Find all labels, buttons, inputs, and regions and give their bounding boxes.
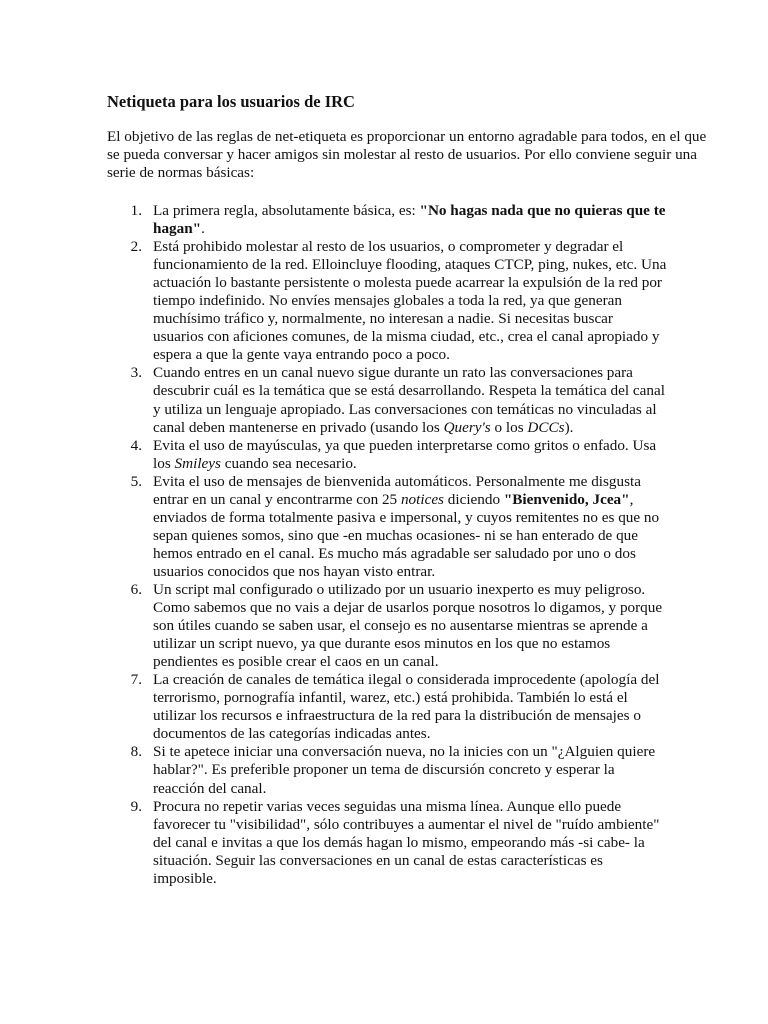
rule-emphasis-italic: DCCs (527, 418, 565, 436)
rule-emphasis-bold: "No hagas nada que no quieras que te hagan" (153, 202, 666, 238)
rule-item (107, 437, 667, 473)
rule-text (153, 202, 666, 237)
rule-text (153, 671, 659, 742)
rule-text (153, 437, 656, 472)
rule-text-segment: Un script mal configurado o utilizado por un usuario inexperto es muy peligroso. Como sabemos que no vais a dejar de usarlos porque nosotros lo digamos, y porque son útiles cuando se saben usar, el consejo es no ausentarse mientras se aprende a utilizar un script nuevo, ya que durante esos minutos en los que no estamos pendientes es posible crear el caos en un canal. (153, 580, 663, 671)
rule-text-segment: ). (564, 418, 574, 436)
rule-item (107, 364, 667, 436)
rule-text (153, 798, 659, 887)
rule-emphasis-italic: notices (400, 490, 444, 508)
rule-number: 3. (130, 364, 142, 382)
rule-text-segment: La primera regla, absolutamente básica, es: (153, 202, 420, 219)
rule-emphasis-italic: Query's (443, 418, 491, 436)
rule-number: 4. (130, 436, 142, 454)
rule-number: 8. (130, 743, 142, 761)
rule-text-segment: . (201, 220, 205, 238)
rule-text (153, 473, 659, 580)
rule-item (107, 671, 667, 743)
rule-item (107, 743, 667, 797)
rule-text-segment: La creación de canales de temática ilegal o considerada improcedente (apología del terrorismo, pornografía infantil, warez, etc.) está prohibida. También lo está el utilizar los recursos e infraestructura de la red para la distribución de mensajes o documentos de las categorías indicadas antes. (153, 671, 660, 743)
rule-text-segment: Si te apetece iniciar una conversación nueva, no la inicies con un "¿Alguien quiere hablar?". Es preferible proponer un tema de discursión concreto y esperar la reacción del canal. (153, 743, 656, 797)
rules-list (107, 202, 667, 888)
rule-item (107, 202, 667, 238)
rule-text-segment: Cuando entres en un canal nuevo sigue durante un rato las conversaciones para descubrir cuál es la temática que se está desarrollando. Respeta la temática del canal y utiliza un lenguaje apropiado. Las conversaciones con temáticas no vinculadas al canal deben mantenerse en privado (usando los (153, 364, 665, 436)
rule-item (107, 238, 667, 364)
rule-number: 1. (130, 202, 142, 219)
rule-item (107, 581, 667, 671)
rule-text-segment: Procura no repetir varias veces seguidas una misma línea. Aunque ello puede favorecer tu "visibilidad", sólo contribuyes a aumentar el nivel de "ruído ambiente" del canal e invitas a que los demás hagan lo mismo, empeorando más -si cabe- la situación. Seguir las conversaciones en un canal de estas características es imposible. (153, 797, 660, 887)
rule-text (153, 581, 662, 670)
rule-text-segment: Evita el uso de mensajes de bienvenida automáticos. Personalmente me disgusta entrar en un canal y encontrarme con 25 (153, 472, 641, 508)
rule-number: 5. (130, 472, 142, 490)
rule-text (153, 743, 655, 796)
rule-text-segment: Evita el uso de mayúsculas, ya que pueden interpretarse como gritos o enfado. Usa los (153, 436, 657, 472)
rule-item (107, 798, 667, 888)
rule-emphasis-bold: "Bienvenido, Jcea" (503, 490, 630, 508)
rule-number: 9. (130, 797, 142, 815)
rule-number: 7. (130, 671, 142, 689)
document-title: Netiqueta para los usuarios de IRC (107, 92, 355, 111)
rule-text-segment: cuando sea necesario. (220, 454, 357, 472)
rule-text-segment: o los (490, 418, 528, 436)
rule-text-segment: , enviados de forma totalmente pasiva e impersonal, y cuyos remitentes no es que no sepan quienes somos, sino que -en muchas ocasiones- ni se han enterado de que hemos entrado en el canal. Es mucho más agradable ser saludado por uno o dos usuarios conocidos que nos hayan visto entrar. (153, 490, 660, 580)
rule-number: 6. (130, 580, 142, 598)
rule-text (153, 364, 665, 435)
rule-emphasis-italic: Smileys (174, 454, 221, 472)
rule-number: 2. (130, 238, 142, 256)
intro-paragraph: El objetivo de las reglas de net-etiqueta es proporcionar un entorno agradable para todos, en el que se pueda conversar y hacer amigos sin molestar al resto de usuarios. Por ello conviene seguir una serie de normas básicas: (107, 128, 707, 182)
rule-text-segment: Está prohibido molestar al resto de los usuarios, o comprometer y degradar el funcionamiento de la red. Elloincluye flooding, ataques CTCP, ping, nukes, etc. Una actuación lo bastante persistente o molesta puede acarrear la expulsión de la red por tiempo indefinido. No envíes mensajes globales a toda la red, ya que generan muchísimo tráfico y, normalmente, no interesan a nadie. Si necesitas buscar usuarios con aficiones comunes, de la misma ciudad, etc., crea el canal apropiado y espera a que la gente vaya entrando poco a poco. (153, 238, 667, 364)
rule-text-segment: diciendo (443, 490, 504, 508)
rule-text (153, 238, 666, 363)
rule-item (107, 473, 667, 581)
